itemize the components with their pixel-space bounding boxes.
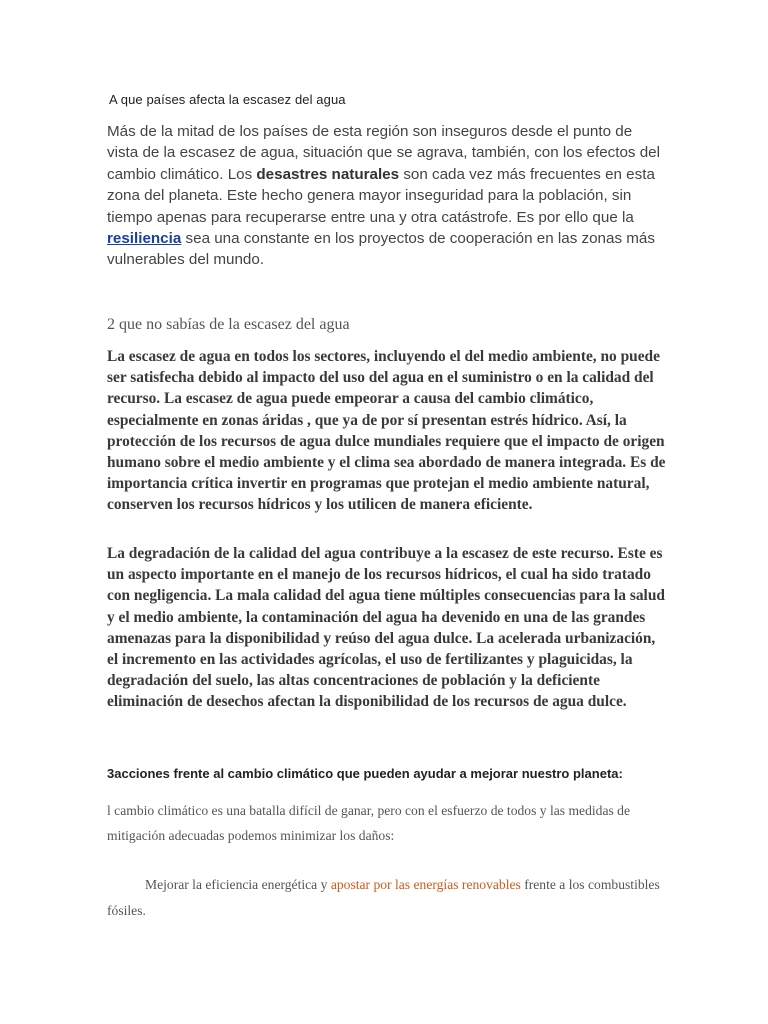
heading-2: 2 que no sabías de la escasez del agua xyxy=(107,316,350,333)
paragraph-1-text-a: Más de la mitad de los países de esta región son inseguros desde el punto de vista de la escasez de agua, situación que se agrava, también, con los efectos del cambio climático. Los xyxy=(107,123,660,183)
paragraph-5-text-b: frente a los combustibles fósiles. xyxy=(107,877,660,918)
paragraph-1 xyxy=(107,121,667,271)
paragraph-2: La escasez de agua en todos los sectores, incluyendo el del medio ambiente, no puede ser satisfecha debido al impacto del uso del agua en el suministro o en la calidad del recurso. La escasez de agua puede empeorar a causa del cambio climático, especialmente en zonas áridas , que ya de por sí presentan estrés hídrico. Así, la protección de los recursos de agua dulce mundiales requiere que el impacto de origen humano sobre el medio ambiente y el clima sea abordado de manera integrada. Es de importancia crítica invertir en programas que protejan el medio ambiente natural, conserven los recursos hídricos y los utilicen de manera eficiente. xyxy=(107,348,666,514)
heading-1: A que países afecta la escasez del agua xyxy=(109,92,346,107)
highlighted-phrase: apostar por las energías renovables xyxy=(330,877,521,892)
bold-term: desastres naturales xyxy=(256,165,400,183)
paragraph-5 xyxy=(107,872,667,924)
resiliencia-link[interactable]: resiliencia xyxy=(107,230,182,248)
paragraph-5-text-a: Mejorar la eficiencia energética y xyxy=(145,877,331,892)
paragraph-1-text-c: sea una constante en los proyectos de cooperación en las zonas más vulnerables del mundo. xyxy=(107,230,655,269)
paragraph-3: La degradación de la calidad del agua contribuye a la escasez de este recurso. Este es un aspecto importante en el manejo de los recursos hídricos, el cual ha sido tratado con negligencia. La mala calidad del agua tiene múltiples consecuencias para la salud y el medio ambiente, la contaminación del agua ha devenido en una de las grandes amenazas para la disponibilidad y reúso del agua dulce. La acelerada urbanización, el incremento en las actividades agrícolas, el uso de fertilizantes y plaguicidas, la degradación del suelo, las altas concentraciones de población y la deficiente eliminación de desechos afectan la disponibilidad de los recursos de agua dulce. xyxy=(107,545,665,711)
paragraph-1-text-b: son cada vez más frecuentes en esta zona del planeta. Este hecho genera mayor inseguridad para la población, sin tiempo apenas para recuperarse entre una y otra catástrofe. Es por ello que la xyxy=(107,165,655,226)
heading-3: 3acciones frente al cambio climático que pueden ayudar a mejorar nuestro planeta: xyxy=(107,766,623,781)
paragraph-4: l cambio climático es una batalla difícil de ganar, pero con el esfuerzo de todos y las medidas de mitigación adecuadas podemos minimizar los daños: xyxy=(107,803,631,843)
